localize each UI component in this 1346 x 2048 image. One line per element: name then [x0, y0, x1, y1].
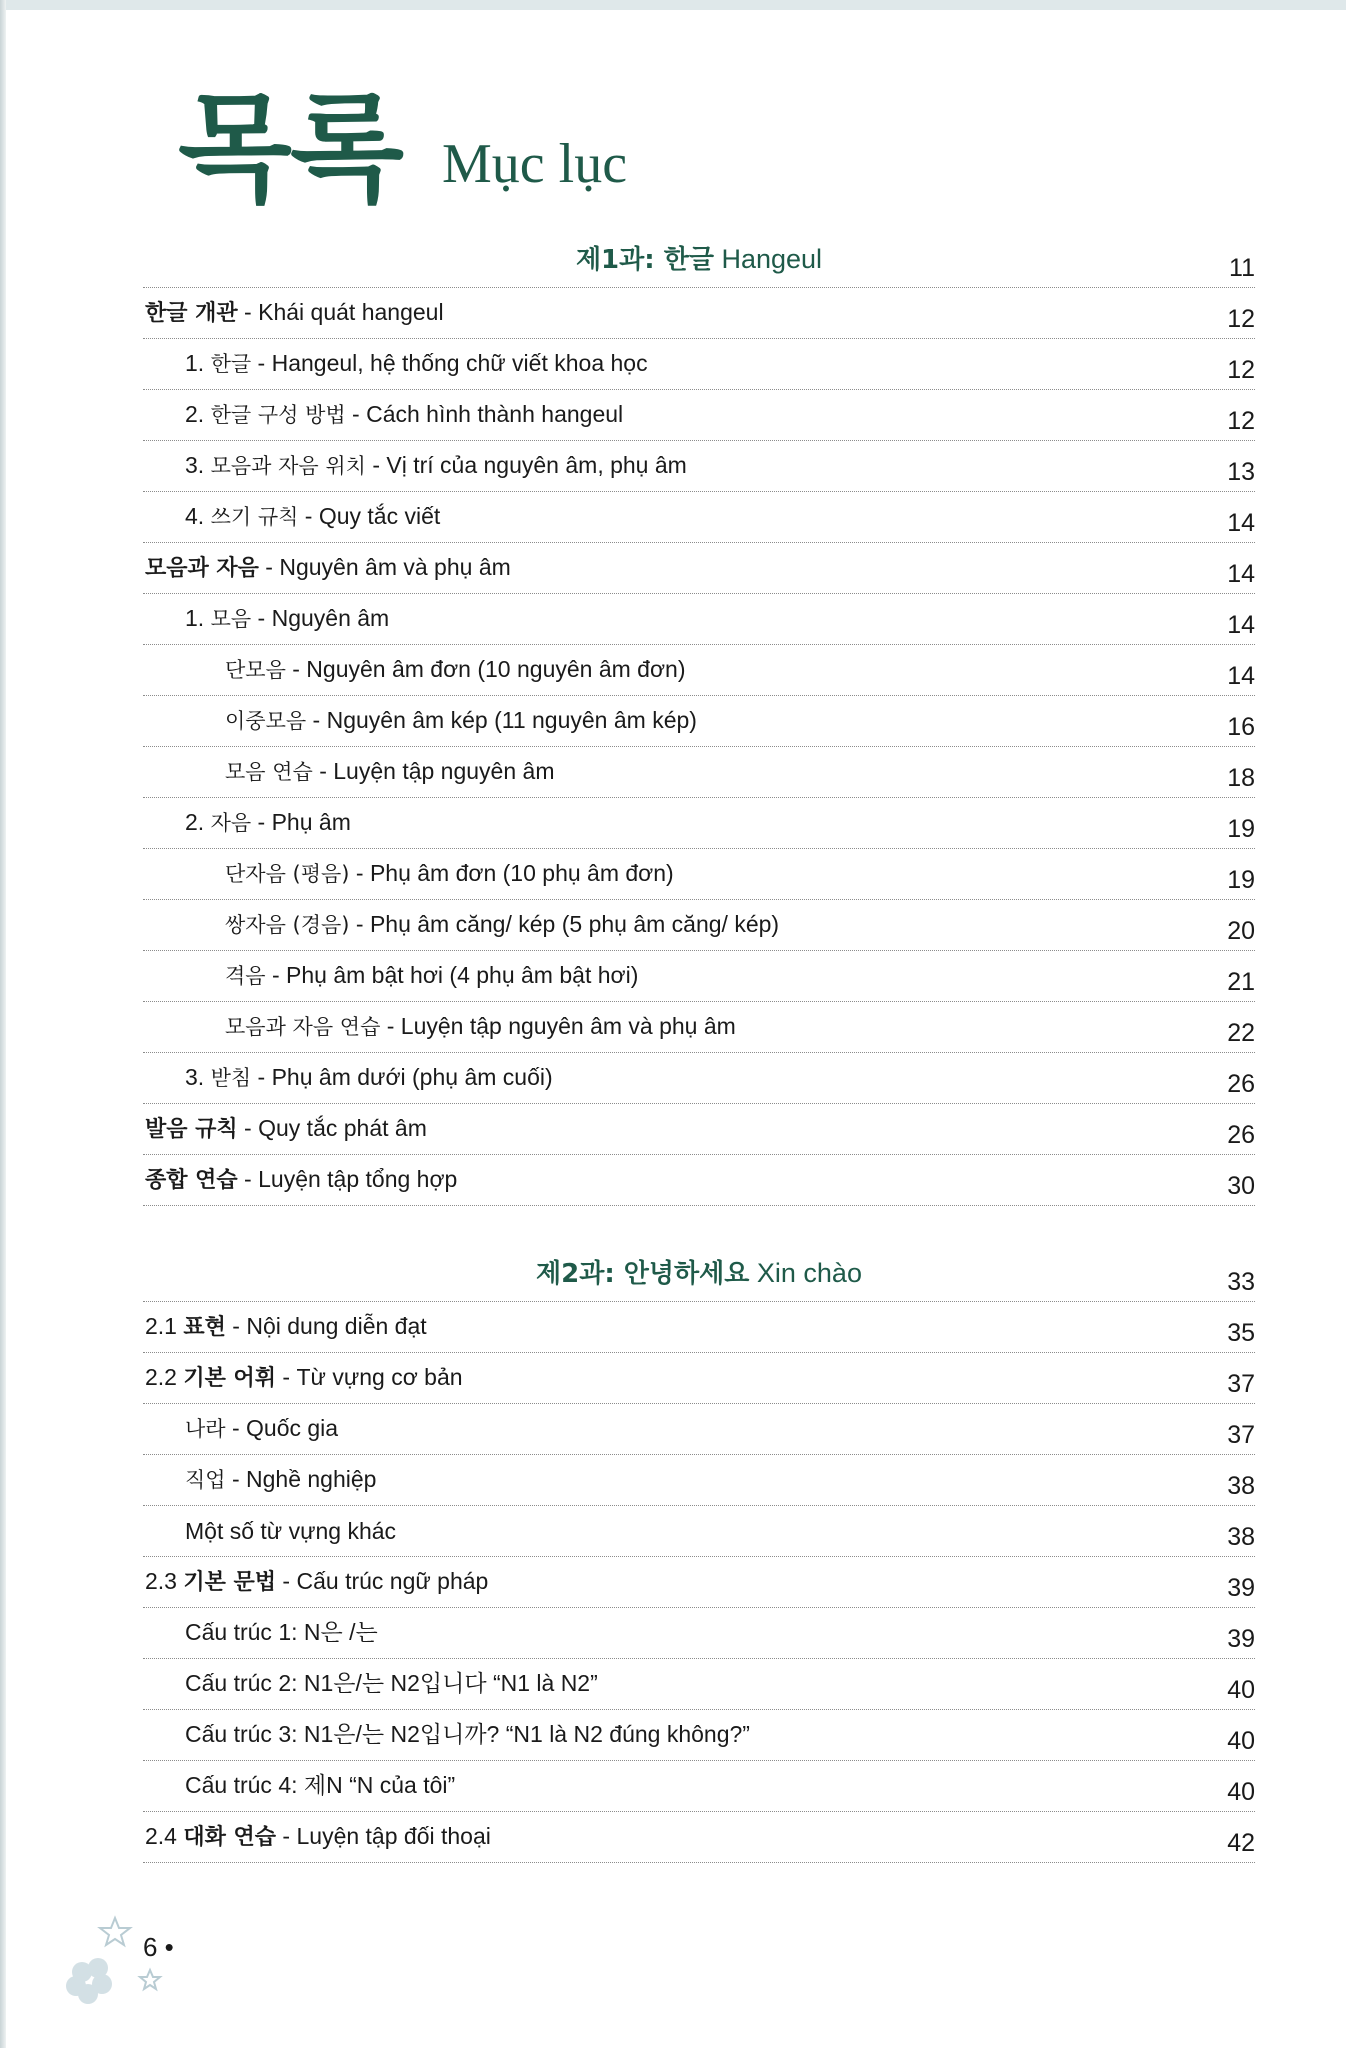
page-ref: 12 — [1227, 407, 1255, 435]
entry-korean: 받침 — [210, 1066, 252, 1090]
page-ref: 13 — [1227, 458, 1255, 486]
entry-korean: 단모음 — [225, 658, 286, 682]
toc-entry — [143, 1404, 1255, 1455]
toc-entry — [143, 288, 1255, 339]
toc-entry — [143, 390, 1255, 441]
entry-korean: 한글 — [210, 352, 252, 376]
entry-desc: - Luyện tập nguyên âm — [312, 758, 555, 784]
section-heading-korean: 제2과: 안녕하세요 — [536, 1259, 750, 1289]
entry-korean: 모음과 자음 연습 — [225, 1015, 381, 1039]
toc-entry — [143, 951, 1255, 1002]
entry-korean: 모음과 자음 위치 — [210, 454, 366, 478]
entry-korean: 기본 문법 — [183, 1570, 277, 1595]
page-ref: 40 — [1227, 1727, 1255, 1755]
page-ref: 12 — [1227, 305, 1255, 333]
page-ref: 11 — [1229, 254, 1255, 282]
toc-entry — [143, 1155, 1255, 1206]
toc-section-1 — [143, 232, 1255, 1206]
entry-desc: - Luyện tập tổng hợp — [237, 1166, 458, 1192]
toc-entry — [143, 441, 1255, 492]
section-heading — [143, 232, 1255, 288]
page-ref: 38 — [1227, 1523, 1255, 1551]
entry-desc: Một số từ vựng khác — [185, 1518, 397, 1544]
entry-prefix: 3. — [185, 1064, 211, 1090]
toc-entry — [143, 1710, 1255, 1761]
entry-prefix: 2.4 — [145, 1823, 184, 1849]
toc-entry — [143, 1302, 1255, 1353]
toc-entry — [143, 900, 1255, 951]
page-ref: 26 — [1227, 1070, 1255, 1098]
entry-korean: 한글 개관 — [145, 301, 238, 326]
entry-desc: - Nguyên âm đơn (10 nguyên âm đơn) — [285, 656, 686, 682]
toc-entry — [143, 492, 1255, 543]
page-ref: 19 — [1227, 866, 1255, 894]
page-ref: 14 — [1227, 560, 1255, 588]
page-ref: 37 — [1227, 1421, 1255, 1449]
entry-desc: - Phụ âm đơn (10 phụ âm đơn) — [349, 860, 674, 886]
toc-entry — [143, 594, 1255, 645]
toc-entry — [143, 339, 1255, 390]
page-ref: 30 — [1227, 1172, 1255, 1200]
page-title — [178, 58, 628, 218]
title-korean: 목록 — [178, 79, 402, 218]
entry-korean: 모음 연습 — [225, 760, 313, 784]
entry-desc: - Cấu trúc ngữ pháp — [276, 1568, 489, 1594]
section-heading-korean: 제1과: 한글 — [575, 245, 714, 275]
section-heading-latin: Hangeul — [721, 244, 823, 274]
entry-korean: 모음과 자음 — [145, 556, 259, 581]
section-heading-latin: Xin chào — [756, 1258, 862, 1288]
entry-desc: - Nguyên âm và phụ âm — [258, 554, 511, 580]
entry-desc: - Luyện tập đối thoại — [276, 1823, 491, 1849]
entry-korean: 이중모음 — [225, 709, 307, 733]
entry-prefix: 4. — [185, 503, 211, 529]
page-ref: 14 — [1227, 611, 1255, 639]
entry-desc: - Phụ âm căng/ kép (5 phụ âm căng/ kép) — [349, 911, 780, 937]
entry-korean: 모음 — [210, 607, 252, 631]
toc-entry — [143, 1608, 1255, 1659]
toc-entry — [143, 849, 1255, 900]
section-heading — [143, 1246, 1255, 1302]
page-ref: 19 — [1227, 815, 1255, 843]
toc-entry — [143, 645, 1255, 696]
entry-desc: - Nghề nghiệp — [225, 1466, 377, 1492]
entry-prefix: 3. — [185, 452, 211, 478]
toc-entry — [143, 798, 1255, 849]
entry-desc: - Hangeul, hệ thống chữ viết khoa học — [251, 350, 648, 376]
page-ref: 18 — [1227, 764, 1255, 792]
toc-entry — [143, 747, 1255, 798]
toc-entry — [143, 1761, 1255, 1812]
entry-desc: - Phụ âm — [251, 809, 351, 835]
page-ref: 35 — [1227, 1319, 1255, 1347]
page-ref: 38 — [1227, 1472, 1255, 1500]
entry-desc: - Quy tắc viết — [298, 503, 441, 529]
toc-entry — [143, 1812, 1255, 1863]
entry-korean: 쌍자음 (경음) — [225, 913, 350, 937]
entry-korean: 기본 어휘 — [183, 1366, 277, 1391]
entry-korean: 종합 연습 — [145, 1168, 238, 1193]
entry-desc: Cấu trúc 1: N은 /는 — [185, 1619, 378, 1645]
toc-entry — [143, 1053, 1255, 1104]
entry-korean: 단자음 (평음) — [225, 862, 350, 886]
page-number: 6 • — [143, 1932, 174, 1962]
entry-korean: 한글 구성 방법 — [210, 403, 346, 427]
entry-prefix: 2.2 — [145, 1364, 184, 1390]
entry-prefix: 2. — [185, 401, 211, 427]
toc-entry — [143, 1455, 1255, 1506]
page-ref: 40 — [1227, 1778, 1255, 1806]
entry-desc: Cấu trúc 4: 제N “N của tôi” — [185, 1772, 456, 1798]
entry-korean: 발음 규칙 — [145, 1117, 238, 1142]
page-ref: 14 — [1227, 662, 1255, 690]
title-vietnamese: Mục lục — [441, 133, 628, 195]
toc-entry — [143, 696, 1255, 747]
entry-desc: Cấu trúc 3: N1은/는 N2입니까? “N1 là N2 đúng không?” — [185, 1721, 750, 1747]
page-ref: 26 — [1227, 1121, 1255, 1149]
toc-entry — [143, 1002, 1255, 1053]
entry-korean: 자음 — [210, 811, 252, 835]
page-top-edge — [0, 0, 1346, 10]
page-ref: 21 — [1227, 968, 1255, 996]
entry-korean: 쓰기 규칙 — [210, 505, 299, 529]
toc-entry — [143, 1104, 1255, 1155]
entry-desc: - Quy tắc phát âm — [237, 1115, 427, 1141]
page-ref: 39 — [1227, 1625, 1255, 1653]
toc-entry — [143, 1353, 1255, 1404]
entry-prefix: 2. — [185, 809, 211, 835]
page-ref: 14 — [1227, 509, 1255, 537]
entry-desc: - Vị trí của nguyên âm, phụ âm — [365, 452, 687, 478]
entry-korean: 대화 연습 — [183, 1825, 277, 1850]
toc-entry — [143, 1659, 1255, 1710]
toc-entry — [143, 1506, 1255, 1557]
entry-korean: 격음 — [225, 964, 266, 988]
page-ref: 42 — [1227, 1829, 1255, 1857]
entry-desc: - Khái quát hangeul — [237, 299, 444, 325]
entry-desc: - Quốc gia — [225, 1415, 339, 1441]
entry-prefix: 1. — [185, 605, 211, 631]
entry-desc: - Cách hình thành hangeul — [345, 401, 624, 427]
page-ref: 39 — [1227, 1574, 1255, 1602]
entry-desc: - Phụ âm bật hơi (4 phụ âm bật hơi) — [265, 962, 639, 988]
toc-entry — [143, 1557, 1255, 1608]
entry-korean: 직업 — [185, 1468, 226, 1492]
entry-prefix: 2.3 — [145, 1568, 184, 1594]
toc-entry — [143, 543, 1255, 594]
entry-desc: - Luyện tập nguyên âm và phụ âm — [380, 1013, 736, 1039]
page-left-edge — [0, 0, 6, 2048]
entry-desc: - Nguyên âm — [251, 605, 390, 631]
page-ref: 12 — [1227, 356, 1255, 384]
page-ref: 20 — [1227, 917, 1255, 945]
entry-desc: - Nguyên âm kép (11 nguyên âm kép) — [306, 707, 697, 733]
toc-section-2 — [143, 1246, 1255, 1863]
entry-desc: - Phụ âm dưới (phụ âm cuối) — [251, 1064, 553, 1090]
entry-prefix: 1. — [185, 350, 211, 376]
entry-prefix: 2.1 — [145, 1313, 184, 1339]
page-ref: 16 — [1227, 713, 1255, 741]
page-ref: 22 — [1227, 1019, 1255, 1047]
entry-desc: Cấu trúc 2: N1은/는 N2입니다 “N1 là N2” — [185, 1670, 598, 1696]
page-ref: 37 — [1227, 1370, 1255, 1398]
entry-desc: - Nội dung diễn đạt — [225, 1313, 427, 1339]
entry-korean: 나라 — [185, 1417, 226, 1441]
page-ref: 33 — [1227, 1268, 1255, 1296]
entry-korean: 표현 — [183, 1315, 226, 1340]
entry-desc: - Từ vựng cơ bản — [276, 1364, 463, 1390]
page-ref: 40 — [1227, 1676, 1255, 1704]
